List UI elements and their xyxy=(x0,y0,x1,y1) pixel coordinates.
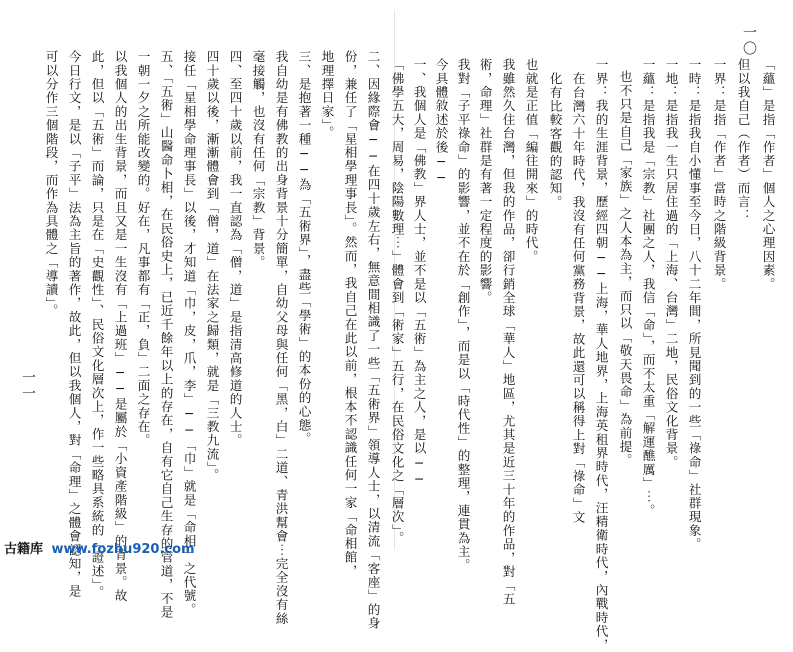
text-column: 在台灣六十年時代，我沒有任何黨務背景，故此還可以稱得上對「祿命」文 xyxy=(570,72,586,525)
text-column: 三、是抱著一種──為「五術界」，盡些「學術」的本份的心態。 xyxy=(296,50,312,446)
text-column: 我對「子平祿命」的影響，並不在於「創作」，而是以「時代性」的整理，連貫為主。 xyxy=(455,58,471,573)
text-column: 以我個人的出生背景，而且又是一生沒有「上過班」──是屬於「小資產階級」的背景。故 xyxy=(112,50,128,603)
text-column: 化有比較客觀的認知。 xyxy=(547,72,563,209)
text-column: 一朝一夕之所能改變的。好在，凡事都有「正，負」二面之存在。 xyxy=(135,50,151,448)
text-column: 一界：我的生涯背景，歷經四朝──上海，華人地界，上海英租界時代，汪精衛時代，內戰時代， xyxy=(593,58,609,652)
left-page xyxy=(0,0,396,631)
text-column: 我雖然久住台灣，但我的作品，卻行銷全球「華人」地區，尤其是近三十年的作品，對「五 xyxy=(500,58,516,606)
text-column: 接任「星相學命理事長」以後，才知道「巾，皮，爪，李」──「巾」就是「命相」之代號。 xyxy=(181,50,197,617)
text-column: 一時：是指我自小懂事至今日，八十二年間，所見聞到的一些「祿命」社群現象。 xyxy=(686,58,702,552)
right-page xyxy=(389,0,793,652)
text-column: 「佛學五大，周易，陰陽數理⋯」體會到「術家」五行，在民俗文化之「層次」。 xyxy=(389,58,405,545)
text-column: 四、至四十歲以前，我一直認為「僧，道」是指清高修道的人士。 xyxy=(227,50,243,448)
text-column: 但以我自己（作者）而言： xyxy=(735,58,751,223)
text-column: 術，命理」社群是有著一定程度的影響。 xyxy=(477,58,493,305)
watermark-footer xyxy=(4,538,195,557)
text-column: 可以分作三個階段，而作為具體之「導讀」。 xyxy=(43,50,59,318)
page-number: 一一 xyxy=(20,370,36,402)
text-column: 五、「五術」山醫命卜相，在民俗史上，已近千餘年以上的存在，自有它自己生存的管道，不是 xyxy=(158,50,174,620)
text-column: 「蘊」是指「作者」個人之心理因素。 xyxy=(760,58,776,291)
text-column: 份，兼任了「星相學理事長」。然而，我自己在此以前，根本不認識任何一家「命相館， xyxy=(342,50,358,578)
text-column: 地理擇日家」。 xyxy=(319,50,335,140)
text-column: 二、因緣際會──在四十歲左右，無意間相識了一些「五術界」領導人士，以清流「客座」的身 xyxy=(365,50,381,631)
text-column: 此，但以「五術」而論，只是在「史觀性」、民俗文化層次上，作一些略具系統的「證述」。 xyxy=(89,50,105,600)
text-column: 也就是正值「編往開來」的時代。 xyxy=(523,58,539,264)
text-column: 一、我個人是「佛教」界人士，並不是以「五術」為主之人，是以── xyxy=(411,58,427,488)
text-column: 也不只是自己「家族」之人本為主，而只以「敬天畏命」為前提。 xyxy=(617,70,633,468)
text-column: 今日行文，是以「子平」法為主旨的著作，故此，但以我個人，對「命理」之體會認知，是 xyxy=(66,50,82,598)
text-column: 一地：是指我一生只居住過的「上海、台灣」二地，民俗文化背景。 xyxy=(663,58,679,469)
text-column: 毫接觸，也沒有任何「宗教」背景。 xyxy=(250,50,266,270)
text-column: 四十歲以後，漸漸體會到「僧，道」在法家之歸類，就是「三教九流」。 xyxy=(204,50,220,483)
text-column: 今具體敘述於後── xyxy=(433,58,449,187)
site-name: 古籍库 xyxy=(4,542,44,557)
site-url: www.fozhu920.com xyxy=(51,542,195,557)
text-column: 一蘊：是指我是「宗教」社團之人，我信「命」，而不太重「解運醮厲」⋯。 xyxy=(640,58,656,518)
text-column: 一界：是指「作者」當時之階級背景。 xyxy=(711,58,727,291)
page-number: 一〇 xyxy=(741,25,757,57)
text-column: 我自幼是有佛教的出身背景十分簡單，自幼父母與任何「黑，白」二道、青洪幫會⋯完全沒有絲 xyxy=(273,50,289,626)
